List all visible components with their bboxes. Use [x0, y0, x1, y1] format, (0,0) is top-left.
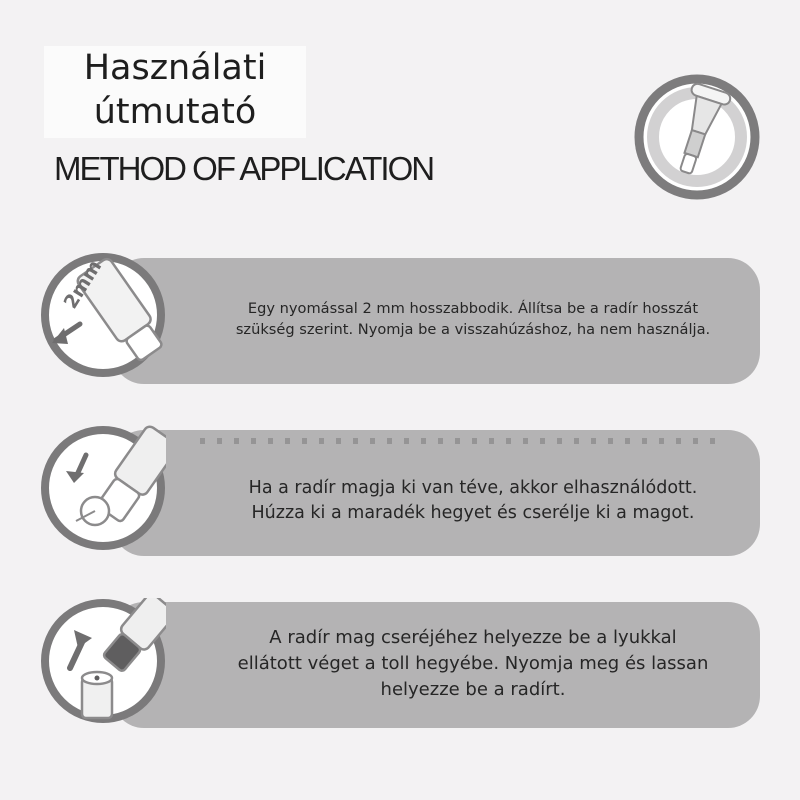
eraser-extend-2mm-icon [40, 252, 166, 378]
page-title-line1: Használati [83, 48, 267, 88]
step1-line2: szükség szerint. Nyomja be a visszahúzáshoz, ha nem használja. [235, 321, 711, 338]
eraser-insert-core-icon [40, 598, 166, 724]
page-title-line2: útmutató [93, 92, 257, 132]
step3-line3: helyezze be a radírt. [380, 679, 566, 700]
step3-text [190, 625, 756, 703]
scan-artifact [200, 438, 720, 444]
step3-line1: A radír mag cseréjéhez helyezze be a lyukkal [269, 627, 677, 648]
page-title [44, 46, 306, 134]
step1-icon-label: 2mm [59, 256, 107, 313]
step2-line2: Húzza ki a maradék hegyet és cserélje ki a magot. [251, 503, 695, 523]
eraser-pull-out-icon [40, 425, 166, 551]
eraser-pen-tip-icon [634, 74, 760, 200]
step3-line2: ellátott véget a toll hegyébe. Nyomja meg és lassan [237, 653, 709, 674]
step1-line1: Egy nyomással 2 mm hosszabbodik. Állítsa be a radír hosszát [247, 300, 699, 317]
step2-text [190, 476, 756, 526]
step2-line1: Ha a radír magja ki van téve, akkor elhasználódott. [248, 478, 698, 498]
page-subtitle: METHOD OF APPLICATION [54, 150, 434, 187]
step1-text [190, 298, 756, 340]
